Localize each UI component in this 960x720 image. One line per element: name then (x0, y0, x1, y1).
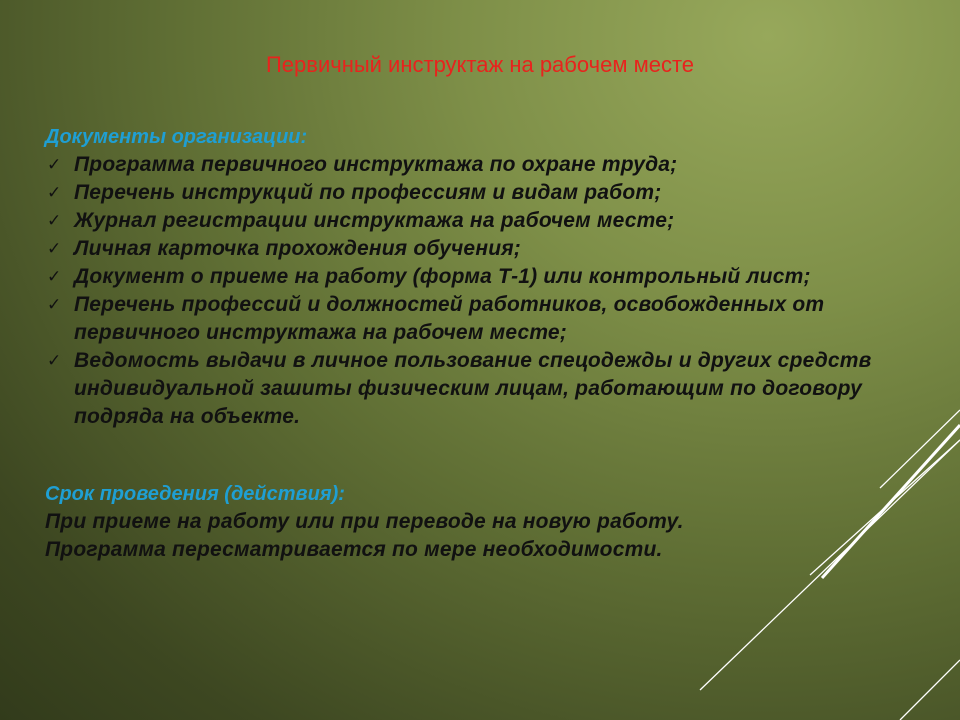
list-item (45, 151, 925, 179)
check-icon: ✓ (47, 155, 62, 174)
term-line: При приеме на работу или при переводе на новую работу. (45, 510, 684, 533)
documents-list (45, 151, 925, 431)
list-item-text: Перечень профессий и должностей работников, освобожденных от первичного инструктажа на рабочем месте; (74, 293, 825, 344)
list-item (45, 263, 925, 291)
term-heading: Срок проведения (действия): (45, 483, 345, 505)
list-item (45, 235, 925, 263)
check-icon: ✓ (47, 351, 62, 370)
term-block (45, 481, 925, 564)
check-icon: ✓ (47, 295, 62, 314)
term-line: Программа пересматривается по мере необходимости. (45, 538, 663, 561)
list-item (45, 291, 925, 347)
decorative-line (900, 660, 960, 720)
slide-title: Первичный инструктаж на рабочем месте (265, 52, 695, 77)
list-item-text: Документ о приеме на работу (форма Т-1) или контрольный лист; (74, 265, 811, 288)
documents-heading: Документы организации: (45, 126, 308, 148)
check-icon: ✓ (47, 211, 62, 230)
list-item-text: Программа первичного инструктажа по охране труда; (74, 153, 678, 176)
check-icon: ✓ (47, 267, 62, 286)
list-item (45, 179, 925, 207)
list-item-text: Личная карточка прохождения обучения; (74, 237, 521, 260)
check-icon: ✓ (47, 239, 62, 258)
list-item-text: Ведомость выдачи в личное пользование спецодежды и других средств индивидуальной зашиты физическим лицам, работающим по договору подряда на объекте. (74, 349, 872, 428)
list-item-text: Журнал регистрации инструктажа на рабочем месте; (74, 209, 675, 232)
list-item (45, 207, 925, 235)
list-item-text: Перечень инструкций по профессиям и видам работ; (74, 181, 662, 204)
list-item (45, 347, 925, 431)
slide-content (45, 124, 925, 564)
check-icon: ✓ (47, 183, 62, 202)
